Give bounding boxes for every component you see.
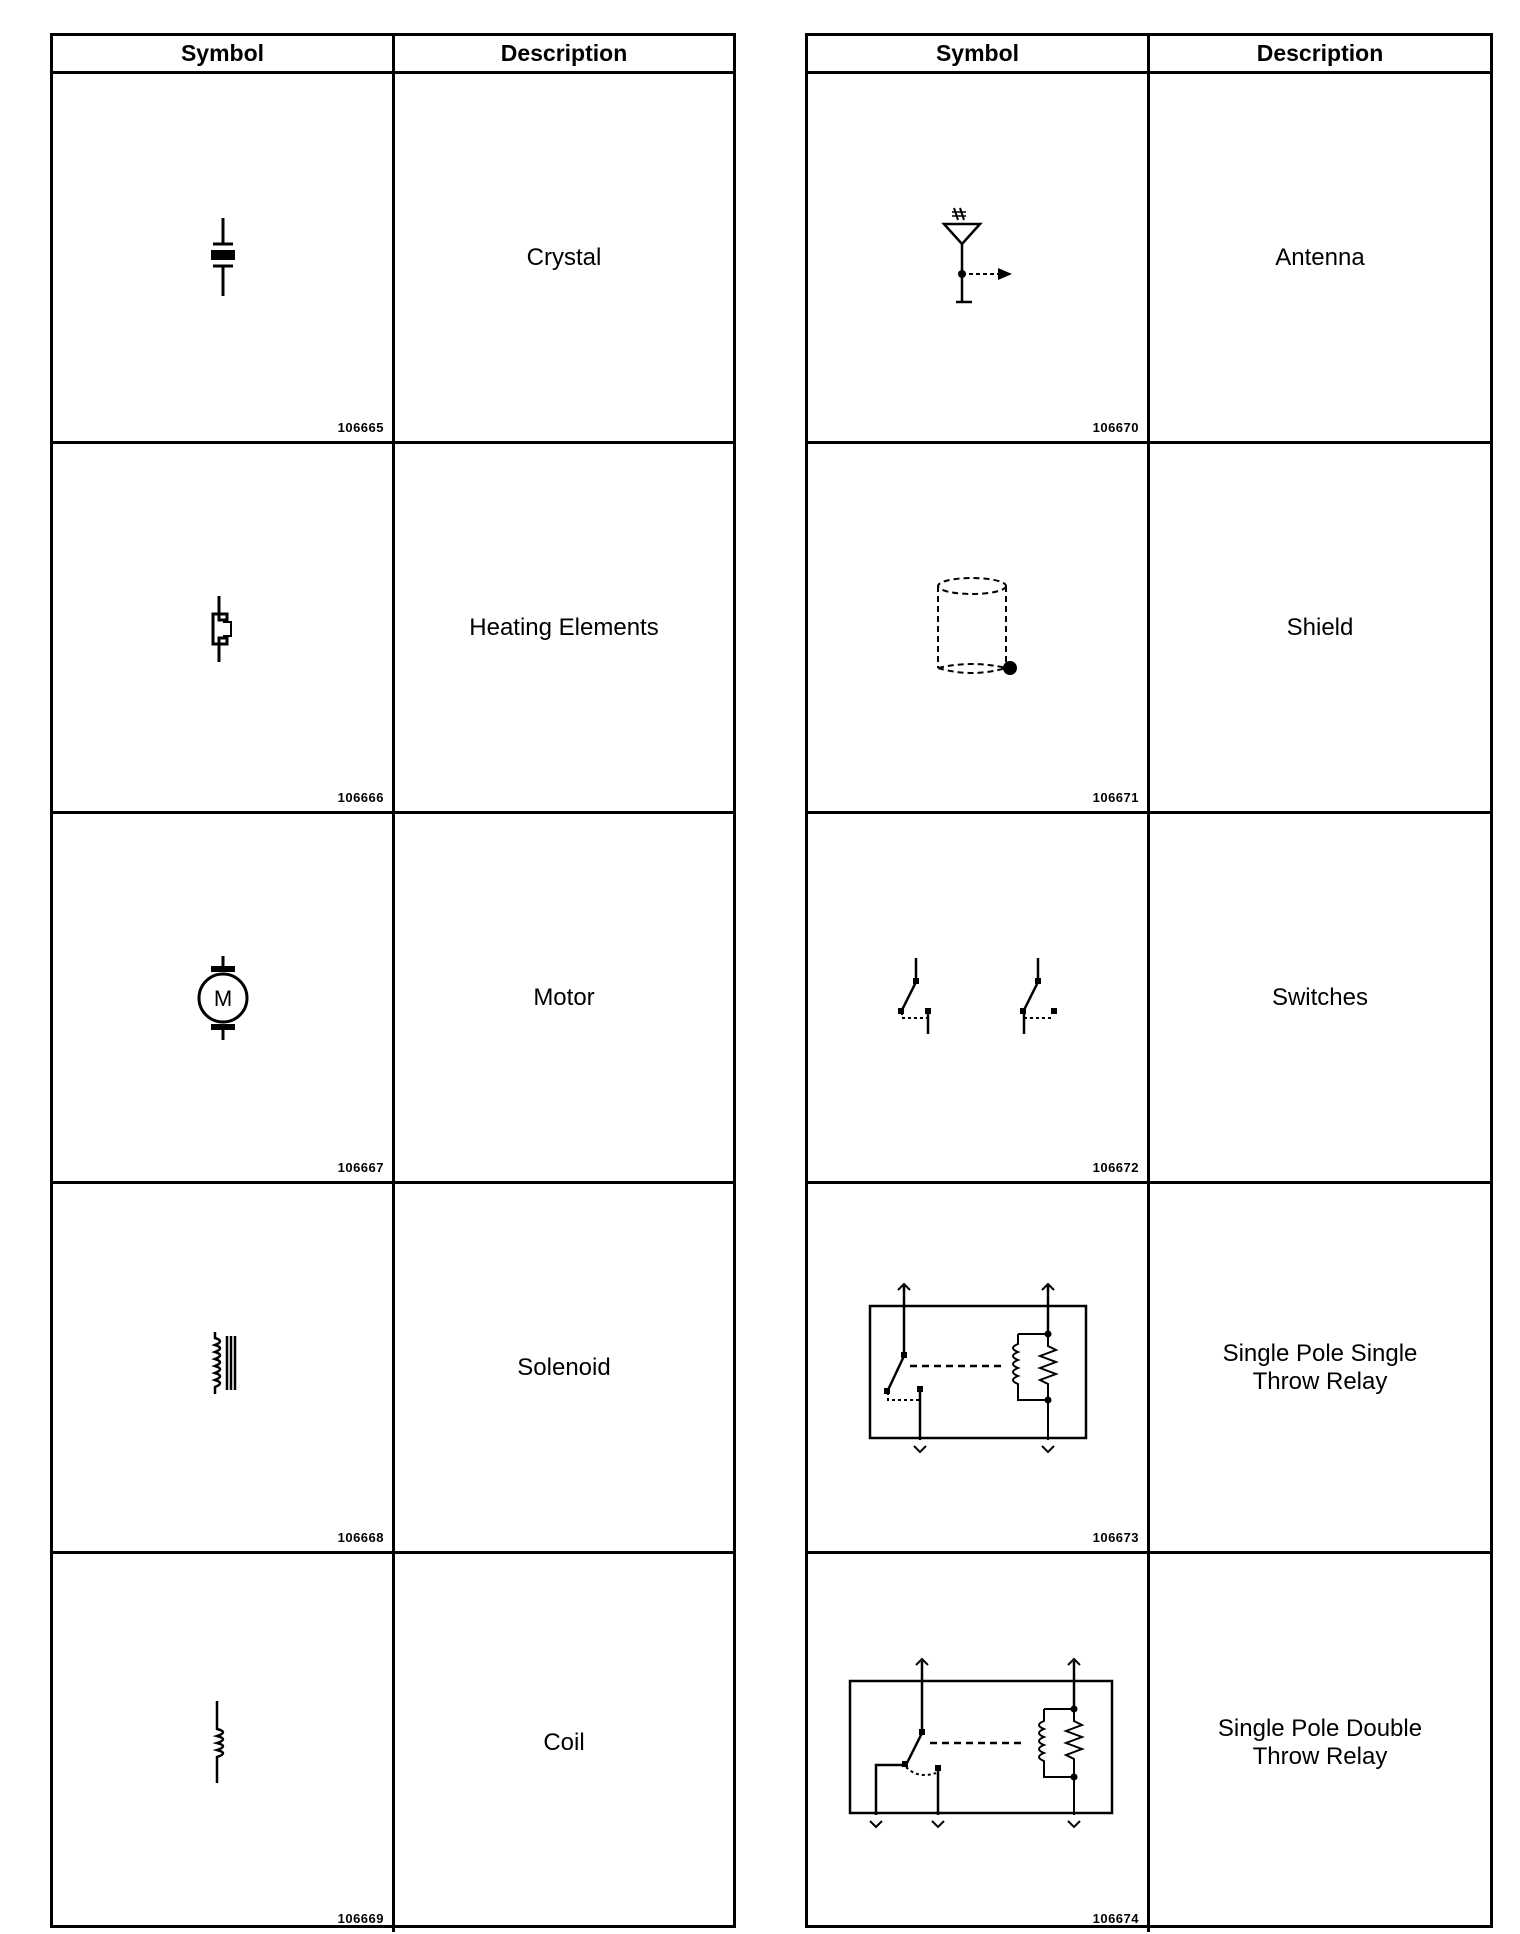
description-cell [1150,444,1490,811]
description-text: Single Pole Single Throw Relay [1222,1339,1418,1395]
description-cell [1150,1184,1490,1551]
description-text: Solenoid [517,1353,611,1381]
table-row [53,1184,733,1554]
description-cell [395,1184,733,1551]
header-symbol: Symbol [53,36,395,71]
symbol-cell [53,1184,395,1551]
description-cell [395,1554,733,1932]
symbol-table-right [805,33,1493,1928]
figure-code: 106674 [1092,1911,1139,1926]
header-symbol: Symbol [808,36,1150,71]
heating-element-symbol-icon [193,578,253,678]
description-text: Coil [543,1729,585,1756]
motor-glyph: M [213,985,232,1011]
shield-symbol-icon [928,568,1028,688]
table-header [808,36,1490,74]
switches-symbol-icon [878,948,1078,1048]
symbol-cell [808,1184,1150,1551]
description-text: Switches [1271,983,1369,1011]
description-text: Crystal [526,243,602,271]
table-row [808,814,1490,1184]
description-text: Single Pole Double Throw Relay [1217,1715,1423,1770]
table-row [808,444,1490,814]
table-row [53,814,733,1184]
symbol-cell [808,74,1150,441]
description-cell [395,814,733,1181]
table-row [808,1554,1490,1932]
table-row [53,1554,733,1932]
motor-symbol-icon [183,948,263,1048]
description-text: Motor [533,983,595,1011]
header-description: Description [500,40,628,66]
coil-symbol-icon [193,1693,253,1793]
figure-code: 106669 [337,1911,384,1926]
header-description: Description [1256,40,1384,66]
antenna-symbol-icon [928,198,1028,318]
figure-code: 106671 [1092,790,1139,805]
symbol-cell [53,444,395,811]
description-cell [1150,814,1490,1181]
spst-relay-symbol-icon [858,1278,1098,1458]
symbol-table-left [50,33,736,1928]
description-cell [395,444,733,811]
description-text: Heating Elements [469,613,659,641]
description-cell [395,74,733,441]
description-text: Antenna [1275,243,1365,271]
description-text: Shield [1286,613,1354,641]
table-row [808,1184,1490,1554]
figure-code: 106665 [337,420,384,435]
table-row [53,444,733,814]
symbol-cell [53,74,395,441]
symbol-cell [53,1554,395,1932]
figure-code: 106672 [1092,1160,1139,1175]
spdt-relay-symbol-icon [838,1653,1118,1833]
figure-code: 106666 [337,790,384,805]
description-cell [1150,1554,1490,1932]
symbol-cell [808,444,1150,811]
table-header [53,36,733,74]
crystal-symbol-icon [193,208,253,308]
description-cell [1150,74,1490,441]
figure-code: 106673 [1092,1530,1139,1545]
symbol-cell [808,1554,1150,1932]
symbol-cell [53,814,395,1181]
figure-code: 106670 [1092,420,1139,435]
figure-code: 106667 [337,1160,384,1175]
table-row [53,74,733,444]
figure-code: 106668 [337,1530,384,1545]
solenoid-symbol-icon [193,1318,253,1418]
symbol-cell [808,814,1150,1181]
table-row [808,74,1490,444]
